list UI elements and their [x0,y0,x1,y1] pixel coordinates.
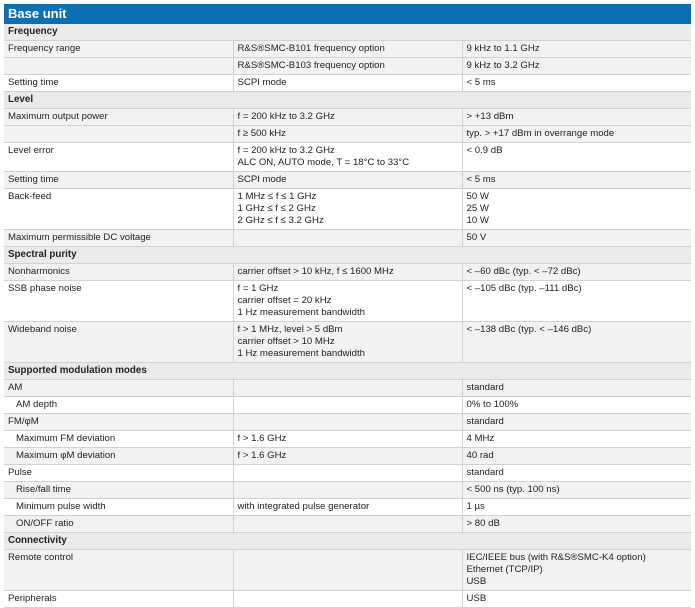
value-text: > 80 dB [466,518,500,529]
spec-row [4,397,691,414]
spec-row [4,58,691,75]
parameter-cell [4,264,233,281]
condition-text: 1 MHz ≤ f ≤ 1 GHz [237,191,317,202]
value-cell [462,264,691,281]
spec-row [4,109,691,126]
value-cell [462,482,691,499]
table-title-banner: Base unit [4,4,691,24]
parameter-cell [4,109,233,126]
condition-text: 1 GHz ≤ f ≤ 2 GHz [237,203,316,214]
condition-cell [233,550,462,591]
parameter-label: Maximum FM deviation [16,433,116,444]
parameter-cell [4,41,233,58]
parameter-cell [4,230,233,247]
condition-cell [233,41,462,58]
condition-text: carrier offset > 10 kHz, f ≤ 1600 MHz [237,266,394,277]
condition-text [238,467,462,479]
value-text: < –105 dBc (typ. –111 dBc) [466,283,582,294]
spec-table [4,24,691,608]
condition-text [238,232,462,244]
value-cell [462,143,691,172]
parameter-label: Setting time [8,174,59,185]
parameter-label: Level error [8,145,54,156]
section-header-row [4,247,691,264]
condition-text: f = 200 kHz to 3.2 GHz [237,111,335,122]
condition-text [238,382,462,394]
value-text: IEC/IEEE bus (with R&S®SMC-K4 option) [466,552,646,563]
condition-text: 1 Hz measurement bandwidth [237,307,365,318]
condition-text [238,518,462,530]
condition-cell [233,397,462,414]
parameter-label: Wideband noise [8,324,77,335]
parameter-cell [4,591,233,608]
parameter-label: ON/OFF ratio [16,518,74,529]
condition-text: carrier offset > 10 MHz [237,336,335,347]
parameter-cell [4,58,233,75]
spec-row [4,126,691,143]
parameter-cell [4,172,233,189]
value-text: standard [466,467,504,478]
section-heading: Supported modulation modes [4,363,691,380]
value-cell [462,516,691,533]
value-cell [462,380,691,397]
value-text: < –60 dBc (typ. < –72 dBc) [466,266,581,277]
condition-cell [233,143,462,172]
condition-cell [233,75,462,92]
parameter-label: Setting time [8,77,59,88]
value-text: < 5 ms [466,174,496,185]
value-cell [462,172,691,189]
spec-row [4,414,691,431]
parameter-cell [4,431,233,448]
condition-text [238,552,462,564]
value-cell [462,397,691,414]
value-cell [462,41,691,58]
condition-text: 1 Hz measurement bandwidth [237,348,365,359]
value-text: USB [466,576,487,587]
value-text: typ. > +17 dBm in overrange mode [466,128,615,139]
condition-text: SCPI mode [237,77,287,88]
spec-row [4,499,691,516]
value-text: standard [466,416,504,427]
condition-text: f = 1 GHz [237,283,279,294]
parameter-cell [4,143,233,172]
condition-cell [233,189,462,230]
value-cell [462,550,691,591]
value-cell [462,591,691,608]
value-text: 50 V [466,232,487,243]
condition-cell [233,448,462,465]
value-text: 25 W [466,203,489,214]
parameter-label: Maximum permissible DC voltage [8,232,151,243]
section-header-row [4,363,691,380]
section-header-row [4,92,691,109]
value-text: 40 rad [466,450,494,461]
condition-text: SCPI mode [237,174,287,185]
value-cell [462,431,691,448]
condition-text: carrier offset = 20 kHz [237,295,332,306]
value-text: > +13 dBm [466,111,514,122]
condition-cell [233,414,462,431]
parameter-label: FM/φM [8,416,39,427]
parameter-cell [4,322,233,363]
spec-row [4,550,691,591]
section-heading: Spectral purity [4,247,691,264]
parameter-label: Frequency range [8,43,81,54]
spec-row [4,380,691,397]
condition-cell [233,281,462,322]
spec-row [4,482,691,499]
spec-row [4,172,691,189]
condition-cell [233,230,462,247]
value-cell [462,414,691,431]
value-text: 0% to 100% [466,399,519,410]
condition-text: ALC ON, AUTO mode, T = 18°C to 33°C [237,157,410,168]
parameter-cell [4,448,233,465]
condition-cell [233,58,462,75]
section-heading: Connectivity [4,533,691,550]
condition-cell [233,380,462,397]
parameter-label: Rise/fall time [16,484,71,495]
condition-cell [233,126,462,143]
parameter-cell [4,499,233,516]
value-cell [462,499,691,516]
spec-row [4,516,691,533]
condition-cell [233,465,462,482]
section-header-row [4,24,691,41]
parameter-label: Remote control [8,552,74,563]
condition-cell [233,431,462,448]
spec-row [4,591,691,608]
condition-cell [233,172,462,189]
spec-row [4,41,691,58]
parameter-label: Minimum pulse width [16,501,106,512]
parameter-cell [4,397,233,414]
condition-text: f > 1 MHz, level > 5 dBm [237,324,343,335]
parameter-label: Maximum φM deviation [16,450,116,461]
condition-text: with integrated pulse generator [237,501,370,512]
parameter-label: Pulse [8,467,32,478]
value-cell [462,465,691,482]
parameter-cell [4,482,233,499]
spec-row [4,281,691,322]
condition-cell [233,499,462,516]
parameter-label: Maximum output power [8,111,108,122]
parameter-label: AM [8,382,23,393]
spec-row [4,322,691,363]
condition-cell [233,482,462,499]
value-text: 9 kHz to 3.2 GHz [466,60,540,71]
condition-cell [233,109,462,126]
parameter-cell [4,189,233,230]
condition-cell [233,591,462,608]
spec-table-body [4,24,691,608]
value-text: USB [466,593,487,604]
spec-row [4,431,691,448]
spec-row [4,230,691,247]
value-text: < 5 ms [466,77,496,88]
parameter-label: Peripherals [8,593,57,604]
parameter-cell [4,126,233,143]
parameter-cell [4,516,233,533]
condition-text: f > 1.6 GHz [237,433,287,444]
value-text: < 0.9 dB [466,145,503,156]
parameter-cell [4,465,233,482]
parameter-cell [4,550,233,591]
condition-text [238,416,462,428]
condition-text [238,484,462,496]
condition-text: f > 1.6 GHz [237,450,287,461]
parameter-cell [4,414,233,431]
condition-text: f ≥ 500 kHz [237,128,286,139]
condition-text: 2 GHz ≤ f ≤ 3.2 GHz [237,215,324,226]
spec-row [4,189,691,230]
value-cell [462,75,691,92]
condition-text: R&S®SMC-B103 frequency option [237,60,385,71]
condition-text: f = 200 kHz to 3.2 GHz [237,145,335,156]
value-cell [462,281,691,322]
value-text: < –138 dBc (typ. < –146 dBc) [466,324,592,335]
value-text: Ethernet (TCP/IP) [466,564,543,575]
value-cell [462,126,691,143]
value-text: 9 kHz to 1.1 GHz [466,43,540,54]
parameter-label: Nonharmonics [8,266,70,277]
spec-row [4,75,691,92]
value-text: 4 MHz [466,433,495,444]
parameter-label: Back-feed [8,191,52,202]
section-heading: Level [4,92,691,109]
spec-row [4,143,691,172]
value-cell [462,189,691,230]
value-text: 10 W [466,215,489,226]
value-cell [462,230,691,247]
condition-cell [233,322,462,363]
value-text: 50 W [466,191,489,202]
condition-cell [233,264,462,281]
spec-row [4,465,691,482]
value-text: 1 µs [466,501,485,512]
value-text: < 500 ns (typ. 100 ns) [466,484,560,495]
value-cell [462,58,691,75]
parameter-label: SSB phase noise [8,283,82,294]
value-text: standard [466,382,504,393]
parameter-cell [4,380,233,397]
condition-text [238,399,462,411]
spec-row [4,448,691,465]
value-cell [462,448,691,465]
value-cell [462,322,691,363]
condition-text [238,593,462,605]
parameter-cell [4,281,233,322]
condition-text: R&S®SMC-B101 frequency option [237,43,385,54]
parameter-label: AM depth [16,399,58,410]
section-header-row [4,533,691,550]
condition-cell [233,516,462,533]
spec-row [4,264,691,281]
value-cell [462,109,691,126]
parameter-cell [4,75,233,92]
section-heading: Frequency [4,24,691,41]
